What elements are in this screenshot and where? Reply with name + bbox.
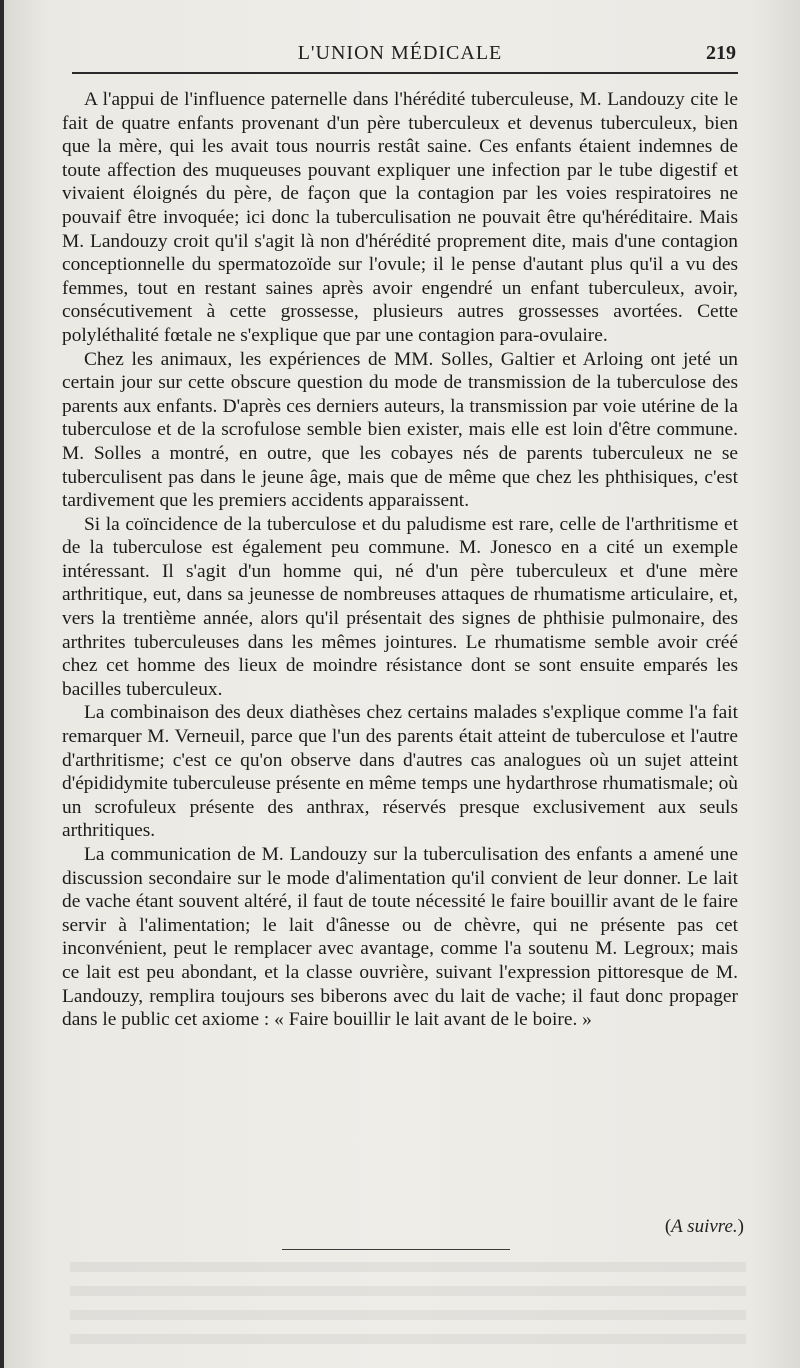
article-body <box>62 88 738 1032</box>
paragraph-diatheses: La combinaison des deux diathèses chez certains malades s'explique comme l'a fait remarquer M. Verneuil, parce que l'un des parents était atteint de tuberculose et l'autre d'arthritisme; c'est ce qu'on observe dans d'autres cas analogues où un sujet atteint d'épididymite tuberculeuse présente en même temps une hydarthrose rhumatismale; où un scrofuleux présente des anthrax, réservés presque exclusivement aux seuls arthritiques. <box>62 702 738 842</box>
signoff-text: A suivre. <box>671 1216 738 1237</box>
page-number: 219 <box>706 42 736 64</box>
page-edge-shadow <box>0 0 4 1368</box>
bleed-through-texture <box>70 1262 746 1352</box>
paragraph-alimentation: La communication de M. Landouzy sur la tuberculisation des enfants a amené une discussion secondaire sur le mode d'alimentation qu'il convient de leur donner. Le lait de vache étant souvent altéré, il faut de toute nécessité le faire bouillir avant de le faire servir à l'alimentation; le lait d'ânesse ou de chèvre, qui ne présente pas cet inconvénient, peut le remplacer avec avantage, comme l'a soutenu M. Legroux; mais ce lait est peu abondant, et la classe ouvrière, suivant l'expression pittoresque de M. Landouzy, remplira toujours ses biberons avec du lait de vache; il faut donc propager dans le public cet axiome : « Faire bouillir le lait avant de le boire. » <box>62 844 738 1031</box>
page-header <box>62 38 738 72</box>
to-be-continued <box>665 1216 744 1238</box>
header-rule <box>72 72 738 74</box>
paragraph-animal-experiments: Chez les animaux, les expériences de MM. Solles, Galtier et Arloing ont jeté un certain jour sur cette obscure question du mode de transmission de la tuberculose des parents aux enfants. D'après ces derniers auteurs, la transmission par voie utérine de la tuberculose et de la scrofulose semble bien exister, mais elle est loin d'être commune. M. Solles a montré, en outre, que les cobayes nés de parents tuberculeux ne se tuberculisent pas dans le jeune âge, mais que de même que chez les phthisiques, c'est tardivement que les premiers accidents apparaissent. <box>62 348 738 512</box>
end-rule <box>282 1249 510 1250</box>
running-title: L'UNION MÉDICALE <box>297 42 503 64</box>
paragraph-heredity: A l'appui de l'influence paternelle dans l'hérédité tuberculeuse, M. Landouzy cite le fait de quatre enfants provenant d'un père tuberculeux et devenus tuberculeux, bien que la mère, qui les avait tous nourris restât saine. Ces enfants étaient indemnes de toute affection des muqueuses pouvant expliquer une infection par le tube digestif et vivaient éloignés du père, de façon que la contagion par les voies respiratoires ne pouvaif être invoquée; ici donc la tuberculisation ne pouvait être qu'héréditaire. Mais M. Landouzy croit qu'il s'agit là non d'hérédité proprement dite, mais d'une contagion conceptionnelle du spermatozoïde sur l'ovule; il le pense d'autant plus qu'il a vu des femmes, tout en restant saines après avoir engendré un enfant tuberculeux, avoir, consécutivement à cette grossesse, plusieurs autres grossesses avortées. Cette polyléthalité fœtale ne s'explique que par une contagion para-ovulaire. <box>62 89 738 346</box>
signoff-open-paren: ( <box>664 1216 672 1237</box>
signoff-close-paren: ) <box>737 1216 744 1237</box>
paragraph-arthritism: Si la coïncidence de la tuberculose et du paludisme est rare, celle de l'arthritisme et de la tuberculose est également peu commune. M. Jonesco en a cité un exemple intéressant. Il s'agit d'un homme qui, né d'un père tuberculeux et d'une mère arthritique, eut, dans sa jeunesse de nombreuses attaques de rhumatisme articulaire, et, vers la trentième année, alors qu'il présentait des signes de phthisie pulmonaire, des arthrites tuberculeuses dans les mêmes jointures. Le rhumatisme semble avoir créé chez cet homme des lieux de moindre résistance dont se sont ensuite emparés les bacilles tuberculeux. <box>62 513 738 700</box>
